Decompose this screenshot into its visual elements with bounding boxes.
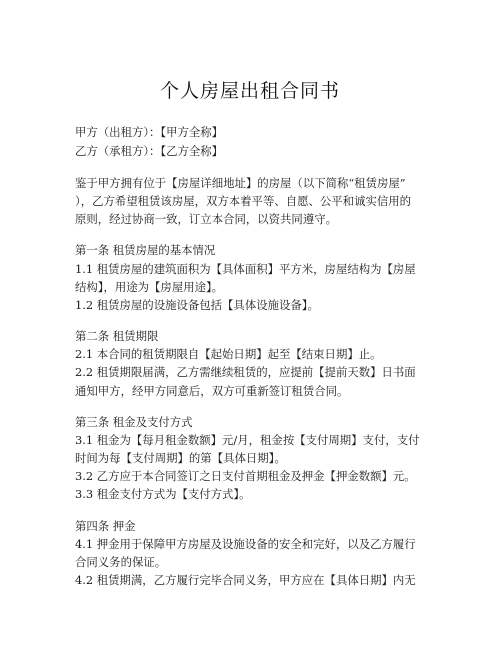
section-heading: 第四条 押金 xyxy=(75,519,136,533)
clause-line: 时间为每【支付周期】的第【具体日期】。 xyxy=(75,451,286,465)
clause-line: 2.1 本合同的租赁期限自【起始日期】起至【结束日期】止。 xyxy=(75,347,382,361)
clause-line: 1.2 租赁房屋的设施设备包括【具体设施设备】。 xyxy=(75,298,319,312)
clause-line: 通知甲方，经甲方同意后，双方可重新签订租赁合同。 xyxy=(75,384,349,398)
clause-line: 结构】，用途为【房屋用途】。 xyxy=(75,280,224,294)
clause-line: 合同义务的保证。 xyxy=(75,555,167,569)
clause-line: 3.1 租金为【每月租金数额】元/月，租金按【支付周期】支付，支付 xyxy=(75,433,420,447)
clause-line: 3.2 乙方应于本合同签订之日支付首期租金及押金【押金数额】元。 xyxy=(75,469,416,483)
preamble-line: 鉴于甲方拥有位于【房屋详细地址】的房屋（以下简称“租赁房屋” xyxy=(75,176,406,190)
clause-line: 2.2 租赁期限届满，乙方需继续租赁的，应提前【提前天数】日书面 xyxy=(75,365,416,379)
clause-line: 4.1 押金用于保障甲方房屋及设施设备的安全和完好，以及乙方履行 xyxy=(75,537,416,551)
clause-line: 4.2 租赁期满，乙方履行完毕合同义务，甲方应在【具体日期】内无 xyxy=(75,573,416,587)
document-title: 个人房屋出租合同书 xyxy=(159,80,340,102)
party-b-line: 乙方（承租方）：【乙方全称】 xyxy=(75,144,224,158)
clause-line: 3.3 租金支付方式为【支付方式】。 xyxy=(75,487,251,501)
section-heading: 第一条 租赁房屋的基本情况 xyxy=(75,243,216,257)
preamble-line: 原则，经过协商一致，订立本合同，以资共同遵守。 xyxy=(75,212,337,226)
clause-line: 1.1 租赁房屋的建筑面积为【具体面积】平方米，房屋结构为【房屋 xyxy=(75,262,416,276)
section-heading: 第二条 租赁期限 xyxy=(75,329,159,343)
section-heading: 第三条 租金及支付方式 xyxy=(75,415,193,429)
party-a-line: 甲方（出租方）：【甲方全称】 xyxy=(75,125,224,139)
preamble-line: ），乙方希望租赁该房屋，双方本着平等、自愿、公平和诚实信用的 xyxy=(75,194,412,208)
